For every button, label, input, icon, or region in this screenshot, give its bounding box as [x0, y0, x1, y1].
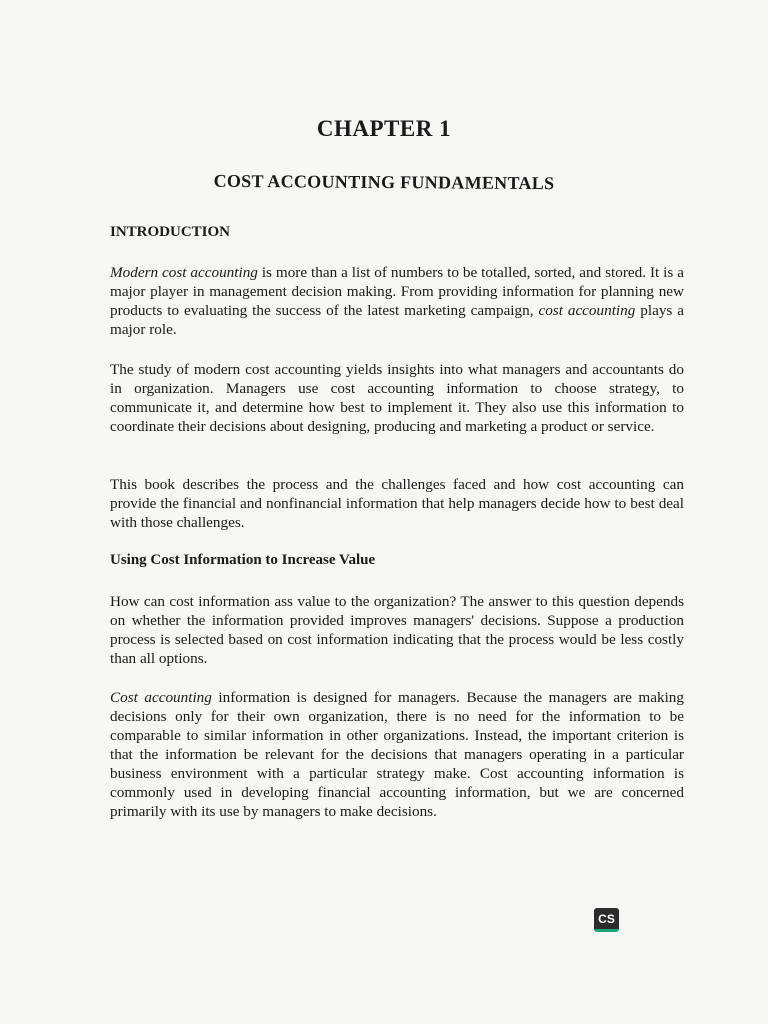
section-heading-using-cost-information: Using Cost Information to Increase Value [110, 552, 376, 568]
paragraph-3: This book describes the process and the challenges faced and how cost accounting can provide the financial and nonfinancial information that help managers decide how to best deal with those challenges. [110, 476, 684, 531]
chapter-title: COST ACCOUNTING FUNDAMENTALS [213, 170, 555, 194]
emphasis-cost-accounting-2: Cost accounting [110, 689, 212, 706]
camscanner-logo-icon: CS [594, 908, 619, 932]
emphasis-cost-accounting: cost accounting [538, 302, 636, 319]
paragraph-5-text: information is designed for managers. Because the managers are making decisions only for their own organization, there is no need for the information to be comparable to similar information in other organizations. Instead, the important criterion is that the information be relevant for the decisions that managers operating in a particular business environment with a particular strategy make. Cost accounting information is commonly used in developing financial accounting information, but we are concerned primarily with its use by managers to make decisions. [110, 689, 684, 820]
section-heading-introduction: INTRODUCTION [110, 224, 231, 240]
paragraph-1 [110, 263, 684, 339]
emphasis-modern-cost-accounting: Modern cost accounting [110, 264, 258, 281]
paragraph-1-text-a: is more than a list of numbers to be totalled, sorted, and stored. It is a major player in management decision making. From providing information for planning new products to evaluating the success of the latest marketing campaign, [110, 264, 684, 319]
chapter-number: CHAPTER 1 [316, 116, 452, 141]
paragraph-2: The study of modern cost accounting yields insights into what managers and accountants do in organization. Managers use cost accounting information to choose strategy, to communicate it, and determine how best to implement it. They also use this information to coordinate their decisions about designing, producing and marketing a product or service. [110, 361, 684, 435]
paragraph-5 [110, 688, 684, 821]
paragraph-1-text-b: plays a major role. [110, 302, 685, 338]
paragraph-4: How can cost information ass value to the organization? The answer to this question depends on whether the information provided improves managers' decisions. Suppose a production process is selected based on cost information indicating that the process would be less costly than all options. [110, 593, 684, 667]
